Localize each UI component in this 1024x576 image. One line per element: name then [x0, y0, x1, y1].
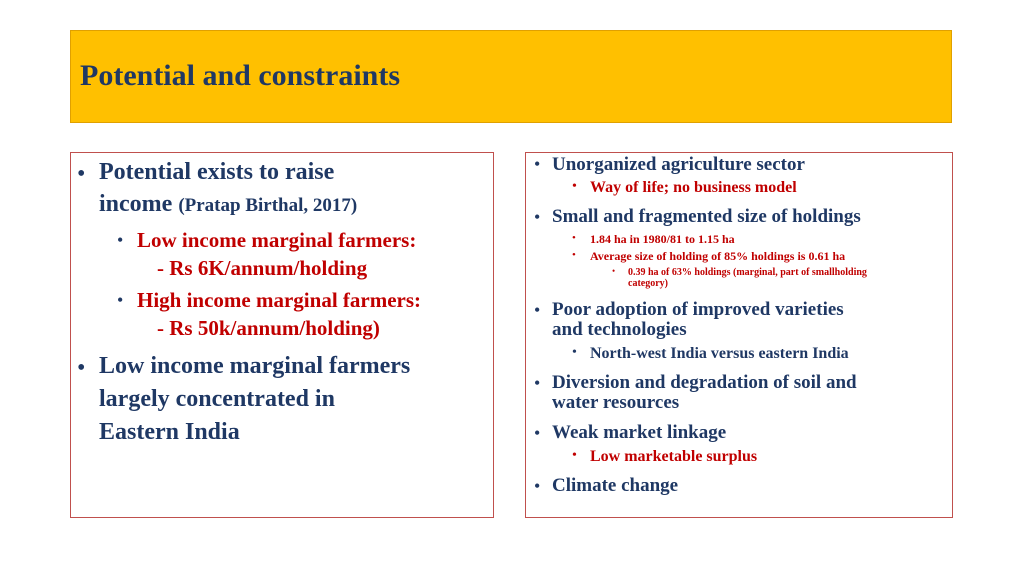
constraint-adoption-sub: North-west India versus eastern India [590, 345, 849, 362]
bullet-icon: • [534, 300, 541, 320]
holdings-sub1: 1.84 ha in 1980/81 to 1.15 ha [590, 232, 735, 246]
holdings-sub3-line1: 0.39 ha of 63% holdings (marginal, part of smallholding [628, 267, 867, 278]
bullet-icon: • [572, 345, 577, 360]
point1-line2 [99, 191, 357, 218]
constraint-unorganized: Unorganized agriculture sector [552, 154, 805, 175]
constraint-climate: Climate change [552, 475, 679, 496]
bullet-icon: • [77, 355, 86, 381]
point2-line1: Low income marginal farmers [99, 353, 411, 379]
point2-line3: Eastern India [99, 419, 240, 445]
bullet-icon: • [612, 266, 616, 276]
holdings-sub2: Average size of holding of 85% holdings is 0.61 ha [590, 249, 846, 263]
constraint-market: Weak market linkage [552, 422, 727, 443]
point2-line2: largely concentrated in [99, 386, 335, 412]
sub2-label: High income marginal farmers: [137, 288, 422, 312]
bullet-icon: • [572, 448, 577, 463]
constraint-adoption-line2: and technologies [552, 319, 687, 340]
bullet-icon: • [572, 179, 577, 194]
sub2-value: - Rs 50k/annum/holding) [157, 316, 380, 340]
sub1-value: - Rs 6K/annum/holding [157, 256, 368, 280]
bullet-icon: • [534, 476, 541, 496]
point1-citation: (Pratap Birthal, 2017) [178, 195, 358, 216]
slide-title: Potential and constraints [80, 59, 401, 92]
bullet-icon: • [572, 232, 576, 244]
left-content-box [70, 152, 494, 518]
bullet-icon: • [534, 423, 541, 443]
point1-line1: Potential exists to raise [99, 159, 335, 185]
bullet-icon: • [534, 207, 541, 227]
constraint-small-holdings: Small and fragmented size of holdings [552, 206, 861, 227]
bullet-icon: • [117, 290, 124, 310]
constraint-soil-line1: Diversion and degradation of soil and [552, 372, 857, 393]
right-content-box [525, 152, 953, 518]
constraint-unorganized-sub: Way of life; no business model [590, 179, 797, 196]
sub1-label: Low income marginal farmers: [137, 228, 417, 252]
bullet-icon: • [572, 249, 576, 261]
point1-income: income [99, 191, 173, 217]
constraint-adoption-line1: Poor adoption of improved varieties [552, 299, 844, 320]
holdings-sub3-line2: category) [628, 278, 668, 289]
title-bar [70, 30, 952, 123]
bullet-icon: • [77, 161, 86, 187]
bullet-icon: • [534, 373, 541, 393]
constraint-market-sub: Low marketable surplus [590, 448, 758, 465]
constraint-soil-line2: water resources [552, 392, 680, 413]
bullet-icon: • [117, 230, 124, 250]
bullet-icon: • [534, 154, 541, 174]
